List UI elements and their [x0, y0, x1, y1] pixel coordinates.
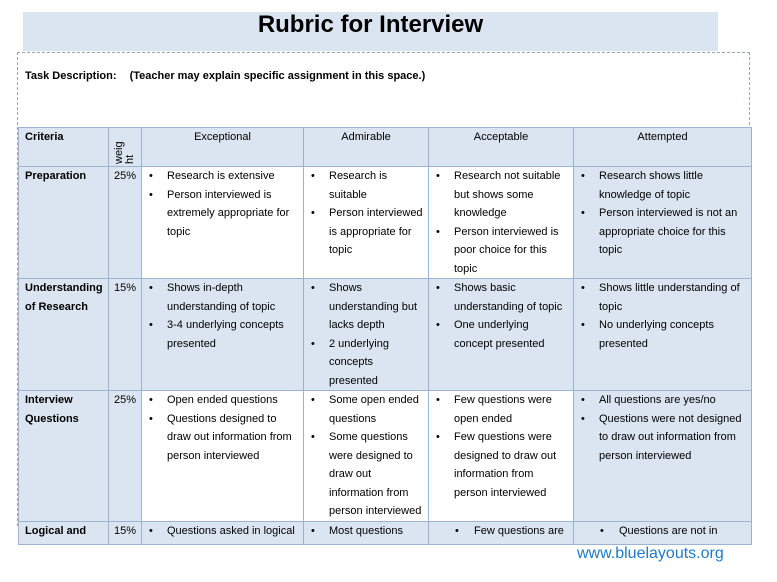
weight-cell: 25% — [109, 167, 142, 279]
list-item: • Person interviewed is appropriate for topic — [304, 204, 428, 260]
acceptable-cell — [429, 391, 574, 522]
list-item: • Person interviewed is poor choice for this topic — [429, 223, 573, 279]
level-admirable: Admirable — [304, 128, 429, 167]
criteria-cell: Understanding of Research — [19, 279, 109, 391]
list-item: • All questions are yes/no — [574, 391, 751, 410]
level-acceptable: Acceptable — [429, 128, 574, 167]
list-item: • Person interviewed is extremely appropriate for topic — [142, 186, 303, 242]
criteria-cell: Logical and — [19, 522, 109, 545]
page-title: Rubric for Interview — [23, 12, 718, 51]
list-item: • Shows little understanding of topic — [574, 279, 751, 316]
rubric-sheet — [17, 52, 750, 537]
list-item: • Some open ended questions — [304, 391, 428, 428]
level-exceptional: Exceptional — [142, 128, 304, 167]
exceptional-cell — [142, 522, 304, 545]
list-item: • Some questions were designed to draw out information from person interviewed — [304, 428, 428, 521]
footer-site-link[interactable]: www.bluelayouts.org — [577, 545, 724, 562]
table-row-preparation — [19, 167, 752, 279]
weight-cell: 25% — [109, 391, 142, 522]
list-item: • 3-4 underlying concepts presented — [142, 316, 303, 353]
table-row-interview-questions — [19, 391, 752, 522]
exceptional-cell — [142, 279, 304, 391]
attempted-cell — [574, 167, 752, 279]
level-attempted: Attempted — [574, 128, 752, 167]
attempted-cell — [574, 522, 752, 545]
list-item: • Research is suitable — [304, 167, 428, 204]
list-item: • Questions were not designed to draw out information from person interviewed — [574, 410, 751, 466]
exceptional-cell — [142, 391, 304, 522]
list-item: • Shows basic understanding of topic — [429, 279, 573, 316]
admirable-cell — [304, 279, 429, 391]
task-description — [18, 53, 749, 127]
list-item: • Person interviewed is not an appropriate choice for this topic — [574, 204, 751, 260]
list-item: • Most questions — [304, 522, 428, 541]
acceptable-cell — [429, 279, 574, 391]
weight-header — [109, 128, 142, 167]
attempted-cell — [574, 279, 752, 391]
weight-cell: 15% — [109, 279, 142, 391]
list-item: • Few questions were open ended — [429, 391, 573, 428]
weight-cell: 15% — [109, 522, 142, 545]
criteria-cell: Preparation — [19, 167, 109, 279]
admirable-cell — [304, 522, 429, 545]
exceptional-cell — [142, 167, 304, 279]
task-label: Task Description: — [25, 70, 117, 82]
admirable-cell — [304, 167, 429, 279]
list-item: • Shows understanding but lacks depth — [304, 279, 428, 335]
list-item: • No underlying concepts presented — [574, 316, 751, 353]
list-item: • Research shows little knowledge of topic — [574, 167, 751, 204]
admirable-cell — [304, 391, 429, 522]
task-text: (Teacher may explain specific assignment in this space.) — [129, 70, 426, 82]
list-item: • 2 underlying concepts presented — [304, 335, 428, 391]
table-row-logical — [19, 522, 752, 545]
list-item: • One underlying concept presented — [429, 316, 573, 353]
list-item: • Questions asked in logical — [142, 522, 303, 541]
rubric-table — [18, 127, 752, 545]
criteria-cell: Interview Questions — [19, 391, 109, 522]
acceptable-cell — [429, 522, 574, 545]
list-item: • Research is extensive — [142, 167, 303, 186]
list-item: • Few questions are — [429, 522, 573, 541]
list-item: • Shows in-depth understanding of topic — [142, 279, 303, 316]
attempted-cell — [574, 391, 752, 522]
list-item: • Questions designed to draw out information from person interviewed — [142, 410, 303, 466]
weight-header-label: weig ht — [113, 141, 136, 164]
acceptable-cell — [429, 167, 574, 279]
list-item: • Open ended questions — [142, 391, 303, 410]
criteria-header: Criteria — [19, 128, 109, 167]
header-row — [19, 128, 752, 167]
list-item: • Research not suitable but shows some knowledge — [429, 167, 573, 223]
table-row-understanding — [19, 279, 752, 391]
list-item: • Few questions were designed to draw out information from person interviewed — [429, 428, 573, 502]
list-item: • Questions are not in — [574, 522, 751, 541]
